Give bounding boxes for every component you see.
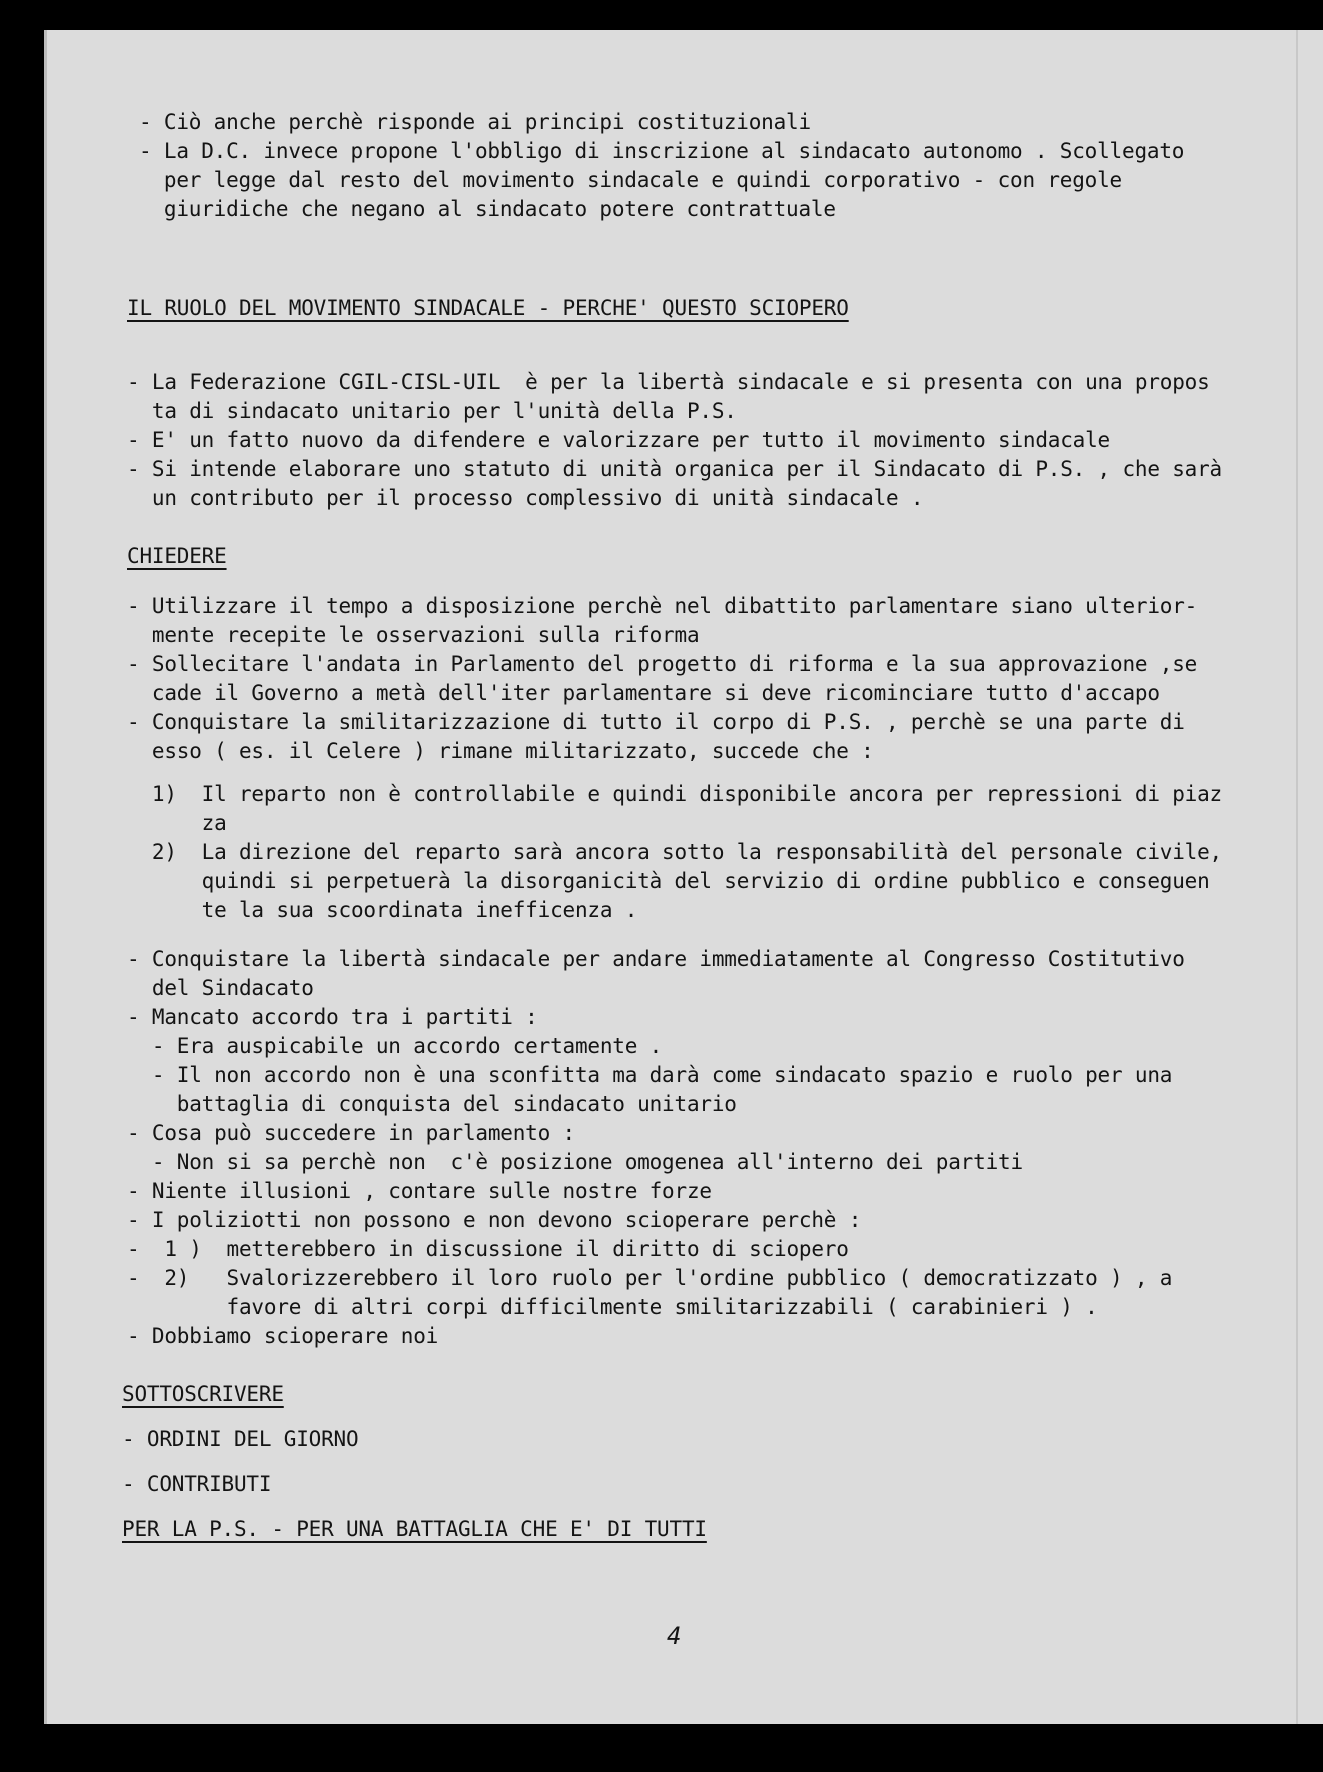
- text-line: - Si intende elaborare uno statuto di unità organica per il Sindacato di P.S. , che sarà: [127, 457, 1222, 481]
- text-line: - Utilizzare il tempo a disposizione perchè nel dibattito parlamentare siano ulterior-: [127, 594, 1198, 618]
- section-heading: IL RUOLO DEL MOVIMENTO SINDACALE - PERCHE' QUESTO SCIOPERO: [127, 296, 849, 320]
- text-line: - ORDINI DEL GIORNO: [122, 1427, 359, 1451]
- text-line: - Non si sa perchè non c'è posizione omogenea all'interno dei partiti: [127, 1150, 1023, 1174]
- text-line: - Sollecitare l'andata in Parlamento del progetto di riforma e la sua approvazione ,se: [127, 652, 1198, 676]
- text-line: - La D.C. invece propone l'obbligo di inscrizione al sindacato autonomo . Scollegato: [139, 139, 1185, 163]
- text-line: te la sua scoordinata inefficenza .: [127, 898, 638, 922]
- text-line: - Era auspicabile un accordo certamente .: [127, 1034, 663, 1058]
- section-heading: CHIEDERE: [127, 544, 227, 568]
- text-line: 2) La direzione del reparto sarà ancora sotto la responsabilità del personale civile,: [127, 840, 1222, 864]
- document-page: [44, 30, 1323, 1724]
- text-line: battaglia di conquista del sindacato unitario: [127, 1092, 737, 1116]
- page-text: [47, 30, 1323, 1724]
- text-line: - I poliziotti non possono e non devono scioperare perchè :: [127, 1208, 862, 1232]
- closing-slogan: PER LA P.S. - PER UNA BATTAGLIA CHE E' DI TUTTI: [122, 1517, 707, 1541]
- text-line: mente recepite le osservazioni sulla riforma: [127, 623, 700, 647]
- text-line: 1) Il reparto non è controllabile e quindi disponibile ancora per repressioni di piaz: [127, 782, 1222, 806]
- text-line: - Conquistare la libertà sindacale per andare immediatamente al Congresso Costitutivo: [127, 947, 1185, 971]
- text-line: favore di altri corpi difficilmente smilitarizzabili ( carabinieri ) .: [127, 1295, 1098, 1319]
- text-line: giuridiche che negano al sindacato potere contrattuale: [139, 197, 836, 221]
- text-line: cade il Governo a metà dell'iter parlamentare si deve ricominciare tutto d'accapo: [127, 681, 1160, 705]
- text-line: del Sindacato: [127, 976, 314, 1000]
- text-line: - Il non accordo non è una sconfitta ma darà come sindacato spazio e ruolo per una: [127, 1063, 1173, 1087]
- text-line: - Ciò anche perchè risponde ai principi costituzionali: [139, 110, 811, 134]
- page-number: 4: [667, 1622, 682, 1650]
- text-line: - Mancato accordo tra i partiti :: [127, 1005, 538, 1029]
- text-line: - Niente illusioni , contare sulle nostre forze: [127, 1179, 712, 1203]
- text-line: per legge dal resto del movimento sindacale e quindi corporativo - con regole: [139, 168, 1123, 192]
- text-line: esso ( es. il Celere ) rimane militarizzato, succede che :: [127, 739, 874, 763]
- text-line: - Conquistare la smilitarizzazione di tutto il corpo di P.S. , perchè se una parte di: [127, 710, 1185, 734]
- text-line: - La Federazione CGIL-CISL-UIL è per la libertà sindacale e si presenta con una propos: [127, 370, 1210, 394]
- text-line: un contributo per il processo complessivo di unità sindacale .: [127, 486, 924, 510]
- text-line: za: [127, 811, 227, 835]
- text-line: - 1 ) metterebbero in discussione il diritto di sciopero: [127, 1237, 849, 1261]
- text-line: - 2) Svalorizzerebbero il loro ruolo per l'ordine pubblico ( democratizzato ) , a: [127, 1266, 1173, 1290]
- text-line: - E' un fatto nuovo da difendere e valorizzare per tutto il movimento sindacale: [127, 428, 1111, 452]
- text-line: - CONTRIBUTI: [122, 1472, 272, 1496]
- text-line: quindi si perpetuerà la disorganicità del servizio di ordine pubblico e conseguen: [127, 869, 1210, 893]
- text-line: - Cosa può succedere in parlamento :: [127, 1121, 575, 1145]
- text-line: ta di sindacato unitario per l'unità della P.S.: [127, 399, 737, 423]
- text-line: - Dobbiamo scioperare noi: [127, 1324, 439, 1348]
- section-heading: SOTTOSCRIVERE: [122, 1382, 284, 1406]
